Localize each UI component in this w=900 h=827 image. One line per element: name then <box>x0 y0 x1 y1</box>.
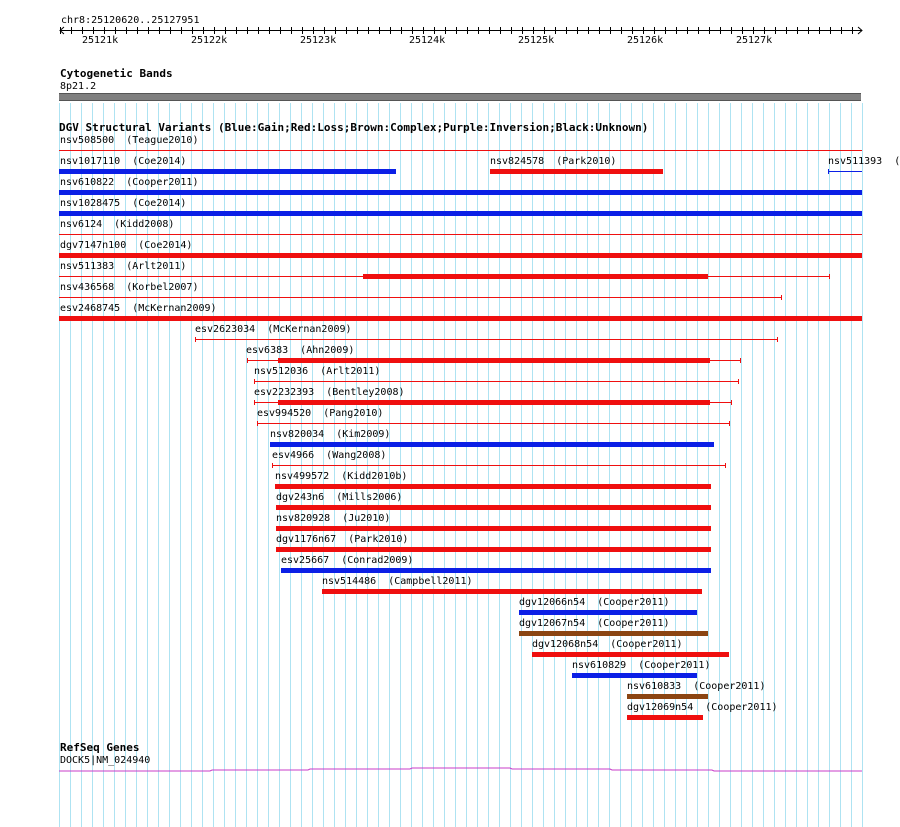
dgv-variant-label[interactable]: nsv824578 (Park2010) <box>490 156 617 167</box>
dgv-variant-label[interactable]: nsv512036 (Arlt2011) <box>254 366 381 377</box>
dgv-variant-label[interactable]: dgv1176n67 (Park2010) <box>276 534 409 545</box>
dgv-variant-label[interactable]: nsv514486 (Campbell2011) <box>322 576 473 587</box>
dgv-variant-label[interactable]: nsv820928 (Ju2010) <box>276 513 391 524</box>
dgv-variant-label[interactable]: esv994520 (Pang2010) <box>257 408 384 419</box>
ruler-tick-label: 25126k <box>627 35 664 46</box>
dgv-variant-label[interactable]: dgv12068n54 (Cooper2011) <box>532 639 683 650</box>
refseq-gene-label: DOCK5|NM_024940 <box>60 755 151 766</box>
dgv-variant-label[interactable]: nsv610833 (Cooper2011) <box>627 681 766 692</box>
cytoband-track-title: Cytogenetic Bands <box>60 67 173 80</box>
ruler-tick-label: 25124k <box>409 35 446 46</box>
dgv-variant-label[interactable]: esv2468745 (McKernan2009) <box>60 303 217 314</box>
ruler-region-label: chr8:25120620..25127951 <box>61 15 200 26</box>
ruler-tick-label: 25121k <box>82 35 119 46</box>
dgv-variant-label[interactable]: nsv511383 (Arlt2011) <box>60 261 187 272</box>
dgv-variant-label[interactable]: esv4966 (Wang2008) <box>272 450 387 461</box>
dgv-variant-label[interactable]: nsv1017110 (Coe2014) <box>60 156 187 167</box>
ruler-tick-label: 25122k <box>191 35 228 46</box>
dgv-variant-label[interactable]: esv6383 (Ahn2009) <box>246 345 355 356</box>
dgv-variant-label[interactable]: dgv12066n54 (Cooper2011) <box>519 597 670 608</box>
refseq-track-title: RefSeq Genes <box>60 741 140 754</box>
dgv-variant-label[interactable]: dgv243n6 (Mills2006) <box>276 492 403 503</box>
ruler-tick-label: 25123k <box>300 35 337 46</box>
dgv-variant-label[interactable]: nsv610822 (Cooper2011) <box>60 177 199 188</box>
dgv-variant-label[interactable]: dgv7147n100 (Coe2014) <box>60 240 193 251</box>
cytoband-label: 8p21.2 <box>60 81 97 92</box>
dgv-variant-label[interactable]: nsv499572 (Kidd2010b) <box>275 471 408 482</box>
dgv-variant-label[interactable]: nsv1028475 (Coe2014) <box>60 198 187 209</box>
dgv-variant-label[interactable]: dgv12069n54 (Cooper2011) <box>627 702 778 713</box>
dgv-variant-label[interactable]: dgv12067n54 (Cooper2011) <box>519 618 670 629</box>
dgv-variant-label[interactable]: nsv436568 (Korbel2007) <box>60 282 199 293</box>
dgv-variant-label[interactable]: nsv6124 (Kidd2008) <box>60 219 175 230</box>
dgv-track-title: DGV Structural Variants (Blue:Gain;Red:Loss;Brown:Complex;Purple:Inversion;Black:Unknown) <box>59 121 649 134</box>
dgv-variant-label[interactable]: esv2232393 (Bentley2008) <box>254 387 405 398</box>
ruler-tick-label: 25127k <box>736 35 773 46</box>
dgv-variant-label[interactable]: nsv508500 (Teague2010) <box>60 135 199 146</box>
gene-intron-line[interactable] <box>59 768 862 771</box>
dgv-variant-label[interactable]: nsv610829 (Cooper2011) <box>572 660 711 671</box>
dgv-variant-label[interactable]: nsv511393 ( <box>828 156 900 167</box>
dgv-variant-label[interactable]: esv2623034 (McKernan2009) <box>195 324 352 335</box>
dgv-variant-label[interactable]: esv25667 (Conrad2009) <box>281 555 414 566</box>
dgv-variant-label[interactable]: nsv820034 (Kim2009) <box>270 429 391 440</box>
ruler-tick-label: 25125k <box>518 35 555 46</box>
